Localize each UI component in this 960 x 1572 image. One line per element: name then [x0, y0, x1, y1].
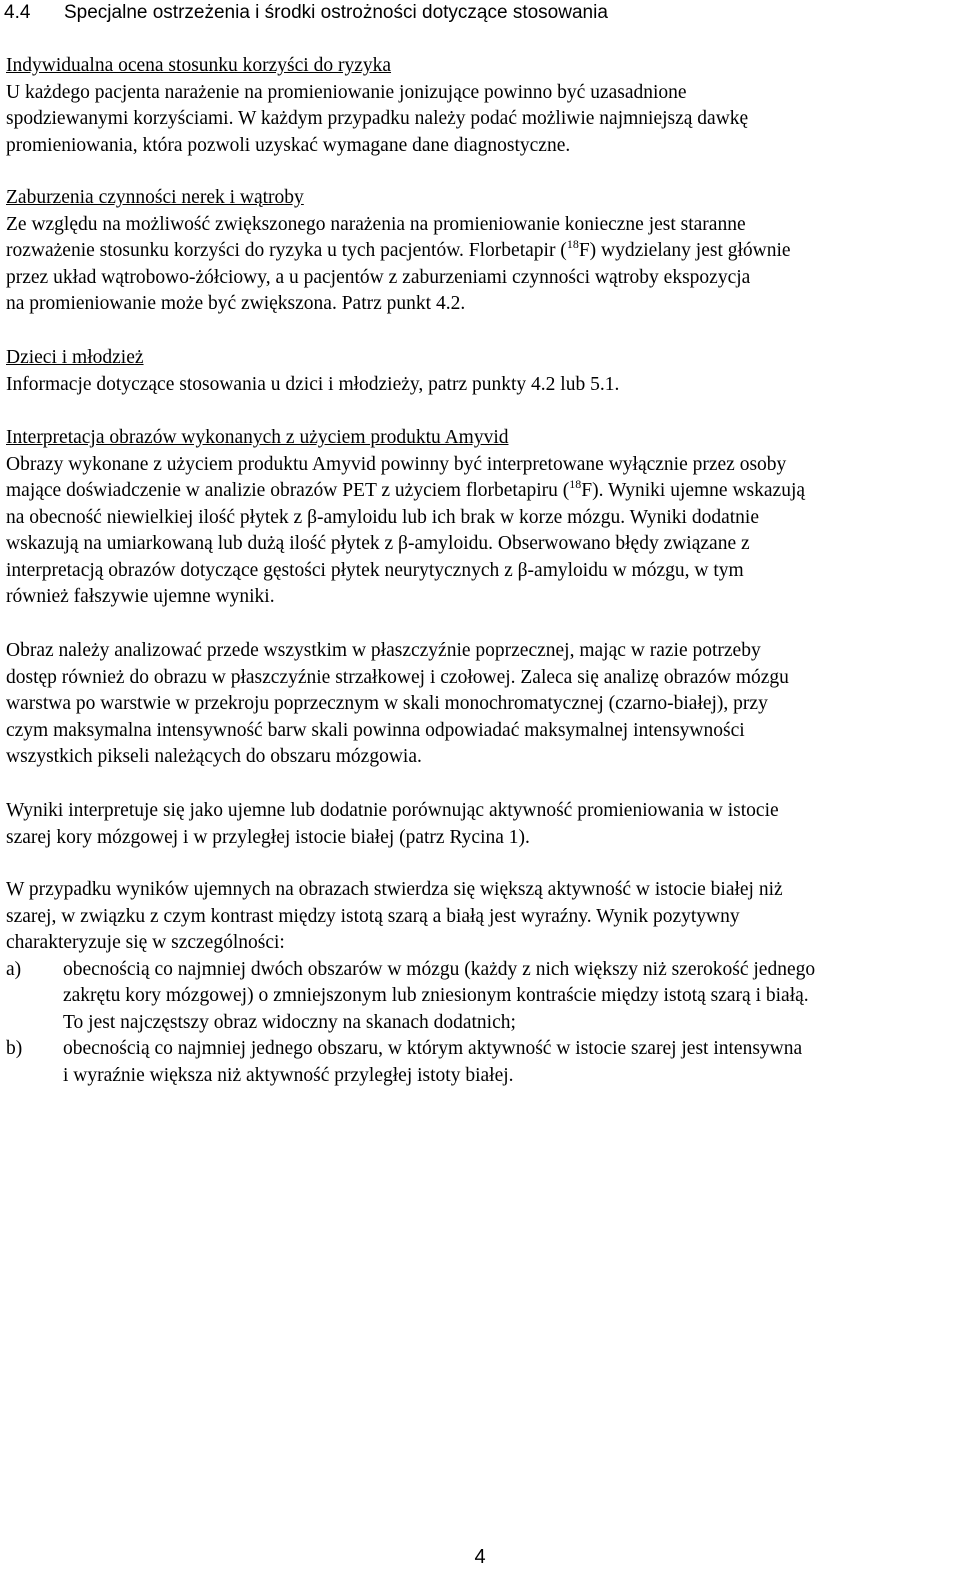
- renal-hepatic-line-4: na promieniowanie może być zwiększona. Patrz punkt 4.2.: [6, 293, 466, 314]
- benefit-risk-line-3: promieniowania, która pozwoli uzyskać wymagane dane diagnostyczne.: [6, 134, 571, 156]
- analysis-paragraph: [6, 638, 958, 771]
- renal-hepatic-line-1: Ze względu na możliwość zwiększonego narażenia na promieniowanie konieczne jest staranne: [6, 213, 746, 235]
- isotope-superscript: 18: [566, 237, 579, 251]
- results-paragraph: [6, 798, 958, 851]
- negpos-line-1: W przypadku wyników ujemnych na obrazach stwierdza się większą aktywność w istocie białej niż: [6, 879, 783, 900]
- list-item: [6, 957, 958, 1037]
- page-number: 4: [474, 1546, 486, 1568]
- analysis-line-5: wszystkich pikseli należących do obszaru mózgowia.: [6, 746, 422, 767]
- benefit-risk-line-2: spodziewanymi korzyściami. W każdym przypadku należy podać możliwie najmniejszą dawkę: [6, 108, 749, 129]
- section-number: 4.4: [4, 2, 31, 23]
- interpretation-line-1: Obrazy wykonane z użyciem produktu Amyvid powinny być interpretowane wyłącznie przez osoby: [6, 453, 787, 475]
- list-item: [6, 1036, 958, 1089]
- list-item-b-line-1: obecnością co najmniej jednego obszaru, w którym aktywność w istocie szarej jest intensywna: [63, 1038, 803, 1059]
- isotope-superscript: 18: [569, 477, 582, 491]
- list-item-a-line-2: zakrętu kory mózgowej) o zmniejszonym lub zniesionym kontraście między istotą szarą i białą.: [63, 985, 809, 1006]
- interpretation-line-6: również fałszywie ujemne wyniki.: [6, 586, 275, 607]
- interpretation-line-2-rest: F). Wyniki ujemne wskazują: [581, 480, 806, 501]
- pediatric-heading: Dzieci i młodzież: [6, 347, 144, 368]
- negpos-line-2: szarej, w związku z czym kontrast między istotą szarą a białą jest wyraźny. Wynik pozytywny: [6, 905, 740, 927]
- analysis-line-3: warstwa po warstwie w przekroju poprzecznym w skali monochromatycznej (czarno-białej), przy: [6, 693, 768, 714]
- renal-hepatic-line-2-rest: F) wydzielany jest głównie: [578, 240, 791, 261]
- interpretation-line-2: [6, 478, 958, 505]
- renal-hepatic-heading: Zaburzenia czynności nerek i wątroby: [6, 187, 304, 208]
- list-item-a-line-3: To jest najczęstszy obraz widoczny na skanach dodatnich;: [63, 1011, 516, 1033]
- list-item-b-line-2: i wyraźnie większa niż aktywność przyległej istoty białej.: [63, 1064, 514, 1086]
- pediatric-text: Informacje dotyczące stosowania u dzici i młodzieży, patrz punkty 4.2 lub 5.1.: [6, 373, 620, 395]
- results-line-1: Wyniki interpretuje się jako ujemne lub dodatnie porównując aktywność promieniowania w istocie: [6, 800, 779, 821]
- benefit-risk-heading: Indywidualna ocena stosunku korzyści do ryzyka: [6, 55, 392, 76]
- benefit-risk-line-1: U każdego pacjenta narażenie na promieniowanie jonizujące powinno być uzasadnione: [6, 81, 687, 103]
- interpretation-heading: Interpretacja obrazów wykonanych z użyciem produktu Amyvid: [6, 427, 509, 448]
- section-title: Specjalne ostrzeżenia i środki ostrożności dotyczące stosowania: [64, 2, 608, 23]
- list-marker-b: b): [6, 1038, 23, 1059]
- interpretation-line-4: wskazują na umiarkowaną lub dużą ilość płytek z β-amyloidu. Obserwowano błędy związane z: [6, 533, 750, 554]
- renal-hepatic-section: [6, 185, 958, 318]
- analysis-line-1: Obraz należy analizować przede wszystkim w płaszczyźnie poprzecznej, mając w razie potrzeby: [6, 640, 761, 661]
- pediatric-section: [6, 345, 958, 398]
- analysis-line-2: dostęp również do obrazu w płaszczyźnie strzałkowej i czołowej. Zaleca się analizę obrazów mózgu: [6, 666, 789, 688]
- section-heading: [4, 0, 608, 26]
- interpretation-line-5: interpretacją obrazów dotyczące gęstości płytek neurytycznych z β-amyloidu w mózgu, w tym: [6, 559, 744, 581]
- negpos-line-3: charakteryzuje się w szczególności:: [6, 932, 285, 953]
- analysis-line-4: czym maksymalna intensywność barw skali powinna odpowiadać maksymalnej intensywności: [6, 719, 745, 741]
- renal-hepatic-line-2-text: rozważenie stosunku korzyści do ryzyka u tych pacjentów. Florbetapir (: [6, 240, 567, 261]
- interpretation-section: [6, 425, 958, 611]
- results-line-2: szarej kory mózgowej i w przyległej istocie białej (patrz Rycina 1).: [6, 826, 530, 848]
- list-item-a-line-1: obecnością co najmniej dwóch obszarów w mózgu (każdy z nich większy niż szerokość jednego: [63, 958, 816, 980]
- interpretation-line-2-text: mające doświadczenie w analizie obrazów PET z użyciem florbetapiru (: [6, 480, 570, 501]
- renal-hepatic-line-2: [6, 238, 958, 265]
- negative-positive-paragraph: [6, 877, 958, 1089]
- interpretation-line-3: na obecność niewielkiej ilość płytek z β-amyloidu lub ich brak w korze mózgu. Wyniki dodatnie: [6, 506, 759, 528]
- renal-hepatic-line-3: przez układ wątrobowo-żółciowy, a u pacjentów z zaburzeniami czynności wątroby ekspozycja: [6, 266, 751, 288]
- list-marker-a: a): [6, 958, 22, 980]
- benefit-risk-section: [6, 53, 958, 159]
